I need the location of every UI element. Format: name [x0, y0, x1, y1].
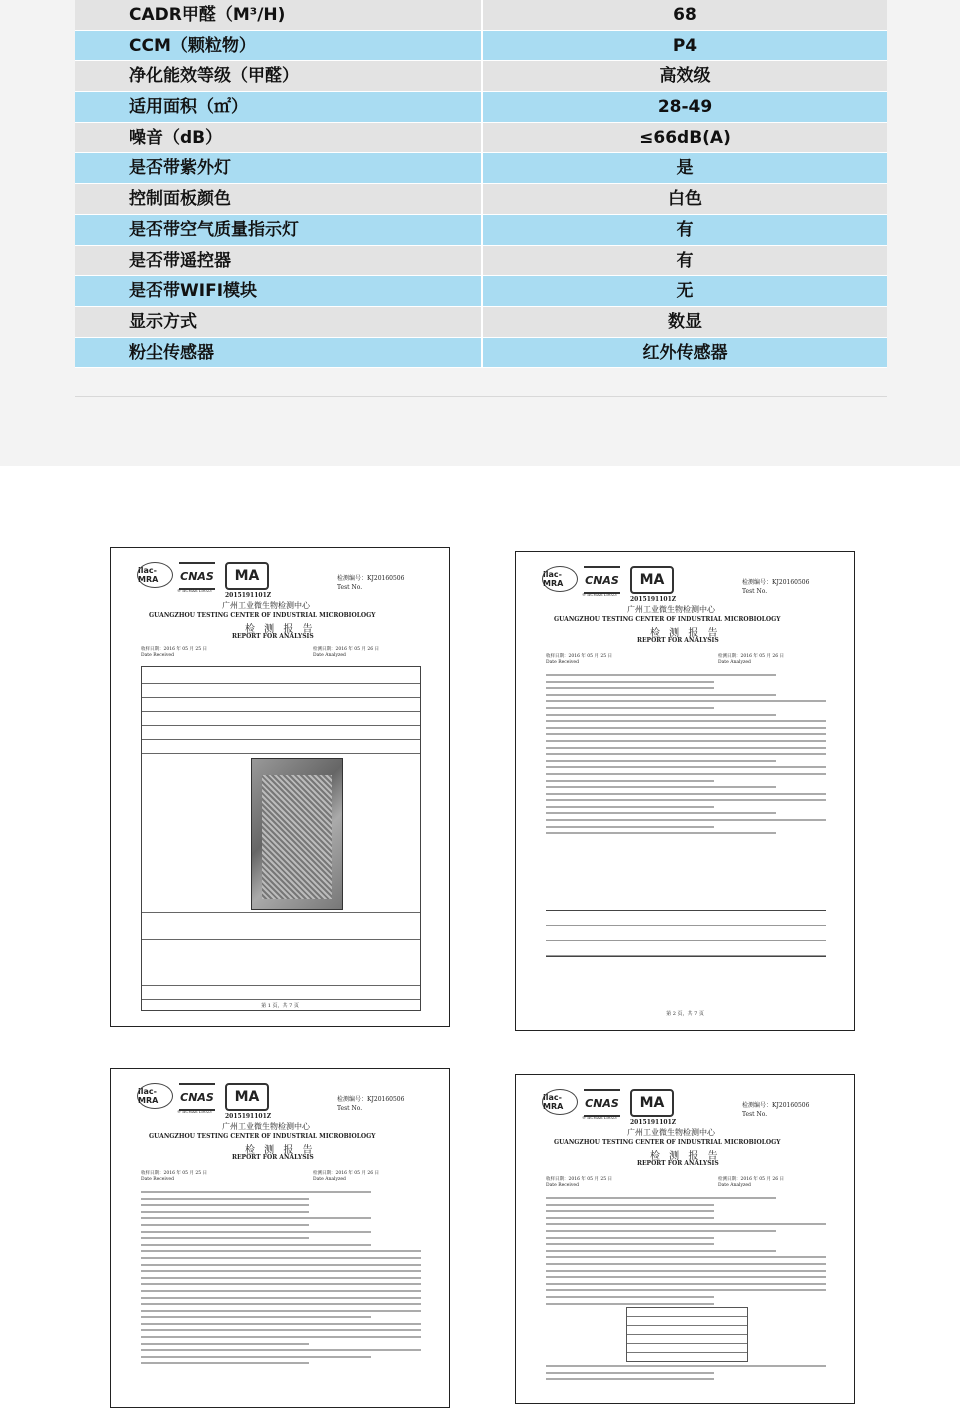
ma-logo: MA: [225, 562, 269, 590]
lab-code: 2015191101Z: [225, 1113, 272, 1120]
spec-row: [75, 0, 887, 31]
spec-row: [75, 246, 887, 277]
spec-value: 数显: [481, 307, 887, 337]
report-title-cn: 检 测 报 告: [245, 624, 316, 635]
report-body-text: [546, 1197, 826, 1309]
spec-value: 28-49: [481, 92, 887, 122]
cnas-number: ® IICNAS L0023: [582, 1115, 617, 1120]
report-number: 检测编号：KJ20160506 Test No.: [742, 579, 810, 595]
spec-row: [75, 184, 887, 215]
report-number: 检测编号：KJ20160506 Test No.: [742, 1102, 810, 1118]
lab-code: 2015191101Z: [630, 596, 677, 603]
spec-label: 粉尘传感器: [129, 342, 214, 363]
cnas-number: ® IICNAS L0023: [177, 1109, 212, 1114]
report-dates: 收样日期：2016 年 05 月 25 日 Date Received 检测日期：2016 年 05 月 26 日 Date Analyzed: [141, 1171, 380, 1182]
spec-label: 是否带WIFI模块: [129, 281, 258, 302]
spec-row: [75, 215, 887, 246]
spec-value: 68: [481, 0, 887, 30]
spec-value: 有: [481, 215, 887, 245]
report-title-en: REPORT FOR ANALYSIS: [637, 1160, 719, 1167]
spec-table: [75, 0, 887, 368]
report-title-en: REPORT FOR ANALYSIS: [637, 637, 719, 644]
page-footer: 第 1 页，共 7 页: [261, 1003, 299, 1009]
ma-logo: MA: [630, 566, 674, 594]
cnas-logo: CNAS: [584, 1089, 620, 1117]
spec-label: 是否带遥控器: [129, 250, 231, 271]
spec-row: [75, 92, 887, 123]
spec-row: [75, 276, 887, 307]
lab-name-en: GUANGZHOU TESTING CENTER OF INDUSTRIAL MICROBIOLOGY: [554, 616, 781, 623]
report-title-cn: 检 测 报 告: [245, 1145, 316, 1156]
ilac-logo: ilac-MRA: [137, 1083, 173, 1109]
spec-value: 无: [481, 276, 887, 306]
report-title-cn: 检 测 报 告: [650, 1151, 721, 1162]
spec-value: ≤66dB(A): [481, 123, 887, 153]
page-footer: 第 2 页，共 7 页: [666, 1011, 704, 1017]
spec-label: 净化能效等级（甲醛）: [129, 66, 299, 87]
section-divider: [75, 396, 887, 397]
cnas-logo: CNAS: [179, 562, 215, 590]
ilac-logo: ilac-MRA: [137, 562, 173, 588]
report-dates: 收样日期：2016 年 05 月 25 日 Date Received 检测日期：2016 年 05 月 26 日 Date Analyzed: [141, 647, 380, 658]
report-dates: 收样日期：2016 年 05 月 25 日 Date Received 检测日期：2016 年 05 月 26 日 Date Analyzed: [546, 654, 785, 665]
cnas-logo: CNAS: [584, 566, 620, 594]
spec-value: P4: [481, 31, 887, 61]
lab-name-cn: 广州工业微生物检测中心: [627, 1128, 715, 1137]
report-title-en: REPORT FOR ANALYSIS: [232, 633, 314, 640]
spec-row: [75, 31, 887, 62]
report-title-cn: 检 测 报 告: [650, 628, 721, 639]
report-body-text: [141, 1191, 421, 1369]
spec-section: [0, 0, 960, 466]
lab-name-cn: 广州工业微生物检测中心: [222, 1122, 310, 1131]
sample-photo: [251, 758, 343, 910]
report-page-2[interactable]: [515, 551, 855, 1031]
report-number: 检测编号：KJ20160506 Test No.: [337, 575, 405, 591]
report-header: [542, 1089, 832, 1185]
spec-label: CADR甲醛（M³/H): [129, 5, 286, 25]
report-header: [542, 566, 832, 662]
spec-label: 噪音（dB）: [129, 127, 223, 148]
lab-name-cn: 广州工业微生物检测中心: [627, 605, 715, 614]
lab-name-cn: 广州工业微生物检测中心: [222, 601, 310, 610]
spec-row: [75, 338, 887, 369]
lab-code: 2015191101Z: [225, 592, 272, 599]
report-page-1[interactable]: [110, 547, 450, 1027]
spec-label: CCM（颗粒物）: [129, 35, 256, 56]
spec-label: 适用面积（㎡）: [129, 97, 248, 118]
spec-row: [75, 61, 887, 92]
lab-name-en: GUANGZHOU TESTING CENTER OF INDUSTRIAL MICROBIOLOGY: [149, 612, 376, 619]
spec-value: 白色: [481, 184, 887, 214]
results-table: [546, 910, 826, 957]
lab-name-en: GUANGZHOU TESTING CENTER OF INDUSTRIAL MICROBIOLOGY: [554, 1139, 781, 1146]
spec-row: [75, 123, 887, 154]
spec-value: 红外传感器: [481, 338, 887, 368]
spec-row: [75, 153, 887, 184]
cnas-number: ® IICNAS L0023: [177, 588, 212, 593]
spec-row: [75, 307, 887, 338]
report-number: 检测编号：KJ20160506 Test No.: [337, 1096, 405, 1112]
ilac-logo: ilac-MRA: [542, 566, 578, 592]
report-body-text: [546, 674, 826, 839]
spec-label: 控制面板颜色: [129, 189, 231, 210]
report-header: [137, 1083, 427, 1179]
report-title-en: REPORT FOR ANALYSIS: [232, 1154, 314, 1161]
lab-name-en: GUANGZHOU TESTING CENTER OF INDUSTRIAL MICROBIOLOGY: [149, 1133, 376, 1140]
ilac-logo: ilac-MRA: [542, 1089, 578, 1115]
ma-logo: MA: [630, 1089, 674, 1117]
report-page-4[interactable]: [515, 1074, 855, 1404]
ccm-grade-table: [626, 1307, 748, 1362]
spec-label: 是否带空气质量指示灯: [129, 219, 299, 240]
report-notes: [546, 1365, 826, 1385]
spec-value: 高效级: [481, 61, 887, 91]
spec-label: 是否带紫外灯: [129, 158, 231, 179]
lab-code: 2015191101Z: [630, 1119, 677, 1126]
report-header: [137, 562, 427, 658]
report-page-3[interactable]: [110, 1068, 450, 1408]
cnas-number: ® IICNAS L0023: [582, 592, 617, 597]
spec-value: 有: [481, 246, 887, 276]
ma-logo: MA: [225, 1083, 269, 1111]
report-dates: 收样日期：2016 年 05 月 25 日 Date Received 检测日期：2016 年 05 月 26 日 Date Analyzed: [546, 1177, 785, 1188]
spec-value: 是: [481, 153, 887, 183]
spec-label: 显示方式: [129, 311, 197, 332]
cnas-logo: CNAS: [179, 1083, 215, 1111]
